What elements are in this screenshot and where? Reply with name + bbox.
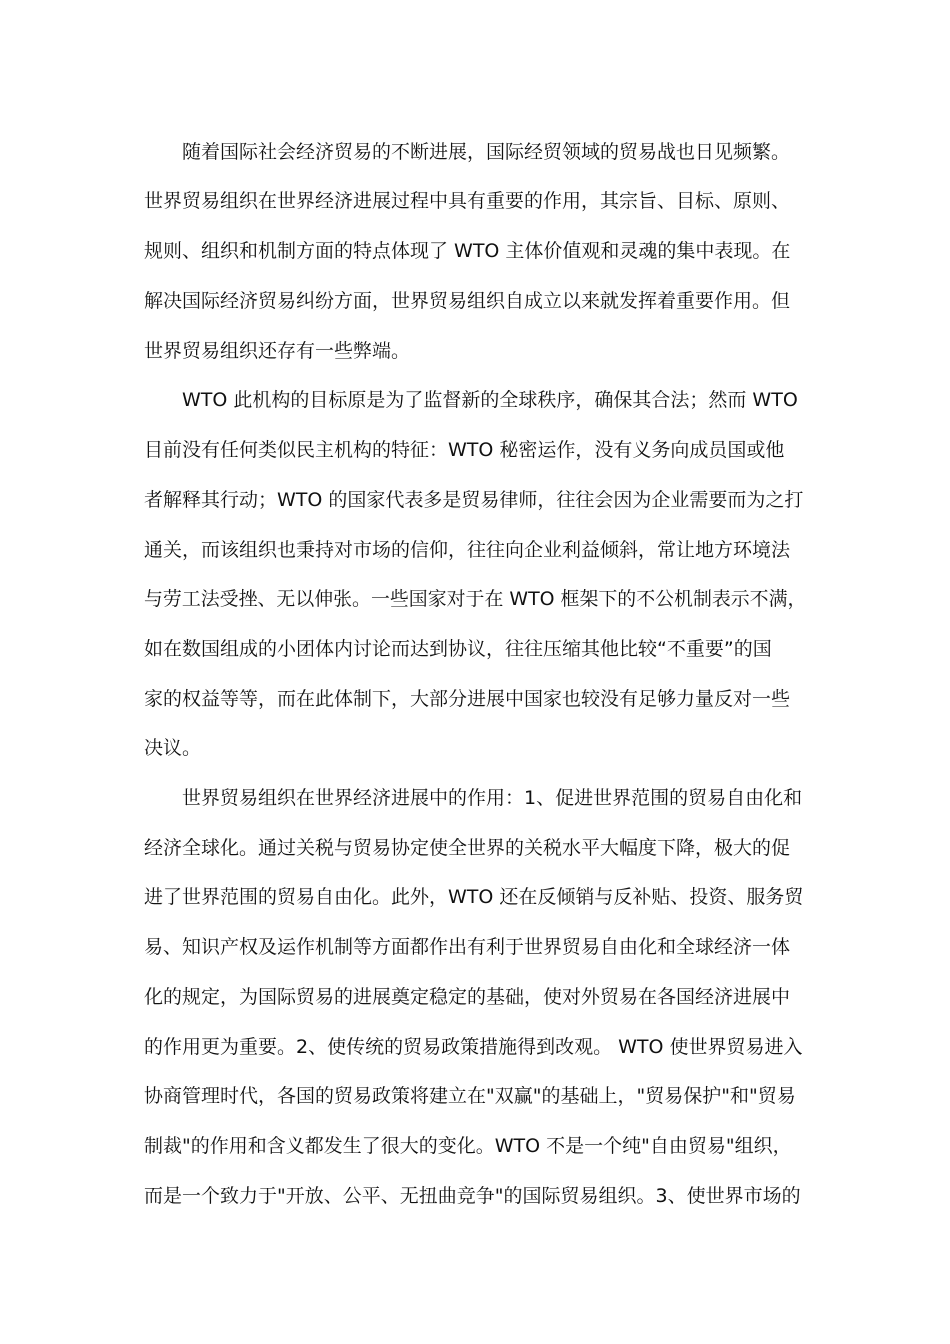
paragraph-2-line-7: 家的权益等等，而在此体制下，大部分进展中国家也较没有足够力量反对一些 bbox=[144, 688, 791, 710]
paragraph-3-line-9: 而是一个致力于"开放、公平、无扭曲竞争"的国际贸易组织。3、使世界市场的 bbox=[144, 1185, 801, 1207]
paragraph-2-line-5: 与劳工法受挫、无以伸张。一些国家对于在 WTO 框架下的不公机制表示不满， bbox=[144, 588, 807, 610]
paragraph-2-line-4: 通关，而该组织也秉持对市场的信仰，往往向企业利益倾斜，常让地方环境法 bbox=[144, 539, 791, 561]
paragraph-3-line-7: 协商管理时代，各国的贸易政策将建立在"双赢"的基础上，"贸易保护"和"贸易 bbox=[144, 1085, 796, 1107]
paragraph-2-line-1: WTO 此机构的目标原是为了监督新的全球秩序，确保其合法；然而 WTO bbox=[182, 389, 798, 411]
paragraph-1-line-5: 世界贸易组织还存有一些弊端。 bbox=[144, 340, 411, 362]
paragraph-1-line-3: 规则、组织和机制方面的特点体现了 WTO 主体价值观和灵魂的集中表现。在 bbox=[144, 240, 791, 262]
paragraph-3-line-1: 世界贸易组织在世界经济进展中的作用：1、促进世界范围的贸易自由化和 bbox=[182, 787, 803, 809]
paragraph-1-line-4: 解决国际经济贸易纠纷方面，世界贸易组织自成立以来就发挥着重要作用。但 bbox=[144, 290, 791, 312]
paragraph-3-line-8: 制裁"的作用和含义都发生了很大的变化。WTO 不是一个纯"自由贸易"组织， bbox=[144, 1135, 792, 1157]
paragraph-2-line-2: 目前没有任何类似民主机构的特征：WTO 秘密运作，没有义务向成员国或他 bbox=[144, 439, 785, 461]
paragraph-1-line-2: 世界贸易组织在世界经济进展过程中具有重要的作用，其宗旨、目标、原则、 bbox=[144, 190, 791, 212]
paragraph-3-line-3: 进了世界范围的贸易自由化。此外，WTO 还在反倾销与反补贴、投资、服务贸 bbox=[144, 886, 804, 908]
paragraph-3-line-5: 化的规定，为国际贸易的进展奠定稳定的基础，使对外贸易在各国经济进展中 bbox=[144, 986, 791, 1008]
paragraph-3-line-6: 的作用更为重要。2、使传统的贸易政策措施得到改观。 WTO 使世界贸易进入 bbox=[144, 1036, 803, 1058]
paragraph-2-line-8: 决议。 bbox=[144, 737, 202, 759]
paragraph-3-line-2: 经济全球化。通过关税与贸易协定使全世界的关税水平大幅度下降，极大的促 bbox=[144, 837, 791, 859]
paragraph-2-line-6: 如在数国组成的小团体内讨论而达到协议，往往压缩其他比较“不重要”的国 bbox=[144, 638, 772, 660]
paragraph-1-line-1: 随着国际社会经济贸易的不断进展，国际经贸领域的贸易战也日见频繁。 bbox=[182, 141, 791, 163]
paragraph-2-line-3: 者解释其行动；WTO 的国家代表多是贸易律师，往往会因为企业需要而为之打 bbox=[144, 489, 804, 511]
paragraph-3-line-4: 易、知识产权及运作机制等方面都作出有利于世界贸易自由化和全球经济一体 bbox=[144, 936, 791, 958]
